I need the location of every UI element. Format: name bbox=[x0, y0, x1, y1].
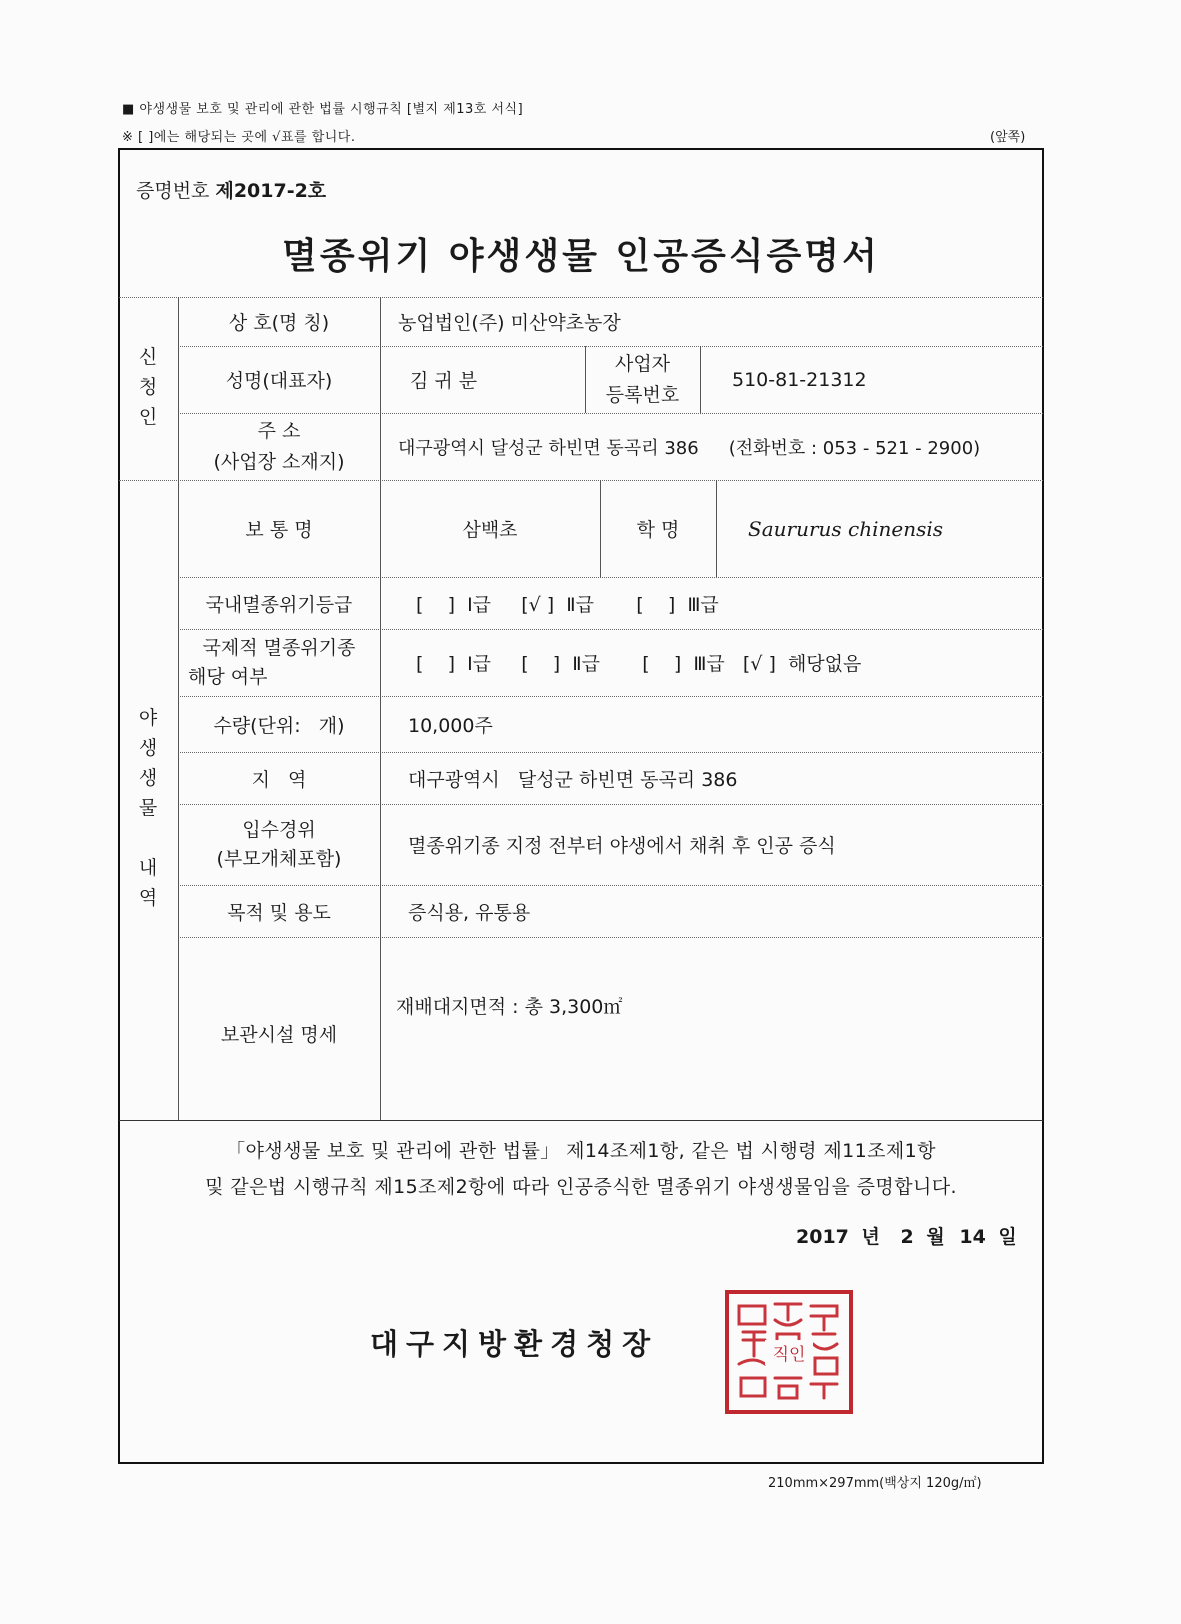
address-row bbox=[398, 413, 1043, 480]
issue-year: 2017 bbox=[796, 1226, 849, 1248]
international-endangered-label: 국제적 멸종위기종 해당 여부 bbox=[188, 636, 356, 688]
paper-spec: 210mm×297mm(백상지 120g/㎡) bbox=[768, 1476, 982, 1491]
purpose-label: 목적 및 용도 bbox=[227, 901, 331, 924]
quantity-label: 수량(단위: 개) bbox=[213, 714, 345, 737]
region-value: 대구광역시 달성군 하빈면 동곡리 386 bbox=[408, 768, 738, 791]
issue-day: 14 bbox=[959, 1226, 986, 1248]
business-reg-no-label: 사업자 등록번호 bbox=[605, 352, 680, 406]
address-label: 주 소 (사업장 소재지) bbox=[213, 419, 345, 473]
phone-number: (전화번호 : 053 - 521 - 2900) bbox=[728, 437, 981, 459]
facility-value: 재배대지면적 : 총 3,300㎡ bbox=[396, 995, 623, 1018]
certificate-title: 멸종위기 야생생물 인공증식증명서 bbox=[282, 236, 880, 277]
international-grade-options: [ ] Ⅰ급 [ ] Ⅱ급 [ ] Ⅲ급 [√ ] 해당없음 bbox=[416, 653, 862, 675]
applicant-section-label: 신 청 인 bbox=[138, 346, 158, 428]
certificate-number-label: 증명번호 bbox=[136, 180, 210, 202]
column-divider bbox=[380, 297, 381, 1120]
acquisition-label: 입수경위 (부모개체포함) bbox=[216, 818, 342, 870]
domestic-grade-label: 국내멸종위기등급 bbox=[205, 593, 353, 616]
acquisition-value: 멸종위기종 지정 전부터 야생에서 채취 후 인공 증식 bbox=[408, 835, 836, 857]
common-name-label: 보 통 명 bbox=[245, 519, 313, 541]
facility-label: 보관시설 명세 bbox=[220, 1024, 338, 1046]
issue-date: 2017 년 2 월 14 일 bbox=[796, 1226, 1017, 1248]
representative-name: 김 귀 분 bbox=[410, 370, 478, 392]
issue-month: 2 bbox=[900, 1226, 914, 1248]
domestic-grade-options: [ ] Ⅰ급 [√ ] Ⅱ급 [ ] Ⅲ급 bbox=[416, 593, 719, 616]
wildlife-section-label: 야 생 생 물 내 역 bbox=[138, 707, 158, 909]
representative-label: 성명(대표자) bbox=[225, 370, 333, 392]
certification-statement-line1: 「야생생물 보호 및 관리에 관한 법률」 제14조제1항, 같은 법 시행령 제11조제1항 bbox=[226, 1140, 936, 1162]
region-label: 지 역 bbox=[251, 768, 307, 791]
form-checkbox-note: ※ [ ]에는 해당되는 곳에 √표를 합니다. bbox=[122, 130, 356, 145]
seal-label: 직인 bbox=[765, 1340, 813, 1365]
scientific-name-value: Saururus chinensis bbox=[748, 516, 944, 541]
issuing-authority: 대구지방환경청장 bbox=[370, 1327, 659, 1361]
column-divider bbox=[700, 346, 701, 413]
page-side-label: (앞쪽) bbox=[990, 130, 1026, 145]
divider bbox=[119, 1120, 1043, 1121]
address-value: 대구광역시 달성군 하빈면 동곡리 386 bbox=[398, 437, 699, 459]
business-name-value: 농업법인(주) 미산약초농장 bbox=[398, 312, 621, 334]
certification-statement-line2: 및 같은법 시행규칙 제15조제2항에 따라 인공증식한 멸종위기 야생생물임을 증명합니다. bbox=[205, 1176, 957, 1198]
scientific-name-label: 학 명 bbox=[636, 519, 680, 541]
quantity-value: 10,000주 bbox=[408, 714, 493, 737]
purpose-value: 증식용, 유통용 bbox=[408, 901, 531, 924]
column-divider bbox=[716, 480, 717, 577]
certificate-number-value: 제2017-2호 bbox=[215, 180, 327, 202]
certificate-number bbox=[136, 176, 326, 203]
common-name-value: 삼백초 bbox=[462, 519, 518, 541]
form-regulation-header: ■ 야생생물 보호 및 관리에 관한 법률 시행규칙 [별지 제13호 서식] bbox=[122, 102, 524, 117]
business-reg-no: 510-81-21312 bbox=[732, 368, 867, 391]
official-seal-icon bbox=[725, 1290, 853, 1414]
business-name-label: 상 호(명 칭) bbox=[228, 312, 330, 334]
